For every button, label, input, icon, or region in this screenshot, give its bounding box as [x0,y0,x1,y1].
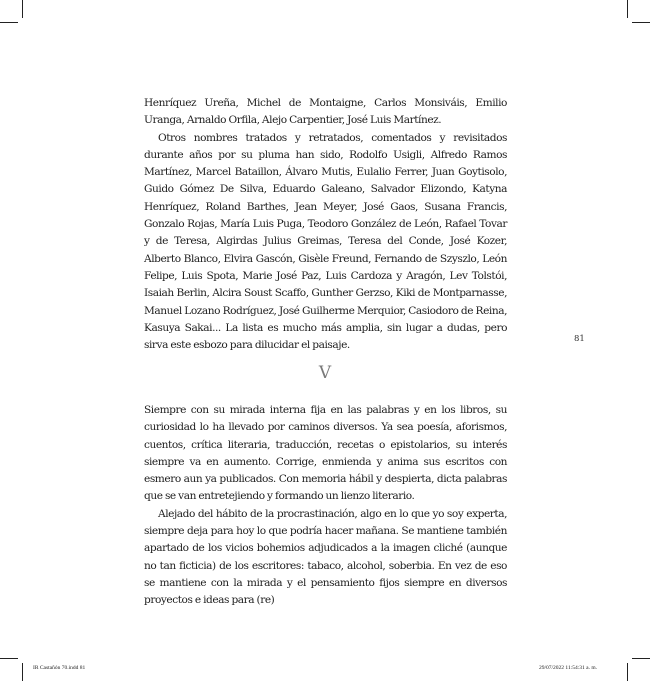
paragraph: Alejado del hábito de la procrastinación, algo en lo que yo soy experta, siempre deja para hoy lo que podría hacer mañana. Se mantiene también apartado de los vicios bohemios adjudicados a la imagen cliché (aunque no tan ficticia) de los escritores: tabaco, alcohol, soberbia. En vez de eso se mantiene con la mirada y el pensamiento fijos siempre en diversos proyectos e ideas para (re) [144,507,507,607]
paragraph: Otros nombres tratados y retratados, comentados y revisitados durante años por su pluma han sido, Rodolfo Usigli, Alfredo Ramos Martínez, Marcel Bataillon, Álvaro Mutis, Eulalio Ferrer, Juan Goytisolo, Guido Gómez De Silva, Eduardo Galeano, Salvador Elizondo, Katyna Henríquez, Roland Barthes, Jean Meyer, José Gaos, Susana Francis, Gonzalo Rojas, María Luis Puga, Teodoro González de León, Rafael Tovar y de Teresa, Algirdas Julius Greimas, Teresa del Conde, José Kozer, Alberto Blanco, Elvira Gascón, Gisèle Freund, Fernando de Szyszlo, León Felipe, Luis Spota, Marie José Paz, Luis Cardoza y Aragón, Lev Tolstói, Isaiah Berlin, Alcira Soust Scaffo, Gunther Gerzso, Kiki de Montparnasse, Manuel Lozano Rodríguez, José Guilherme Merquior, Casiodoro de Reina, Kasuya Sakai... La lista es mucho más amplia, sin lugar a dudas, pero sirva este esbozo para dilucidar el paisaje. [144,131,507,352]
body-text-top [144,95,507,354]
paragraph: Siempre con su mirada interna fija en las palabras y en los libros, su curiosidad lo ha llevado por caminos diversos. Ya sea poesía, aforismos, cuentos, crítica literaria, traducción, recetas o epistolarios, su interés siempre va en aumento. Corrige, enmienda y anima sus escritos con esmero aun ya publicados. Con memoria hábil y despierta, dicta palabras que se van entretejiendo y formando un lienzo literario. [144,404,507,503]
crop-mark [632,658,650,659]
slug-file: IR Castañón 70.indd 81 [33,665,86,671]
section-heading: V [318,363,333,383]
crop-mark [627,0,628,18]
slug-timestamp: 29/07/2022 11:54:31 a. m. [539,665,598,671]
crop-mark [22,0,23,18]
crop-mark [0,22,18,23]
page-number: 81 [574,334,585,344]
paragraph: Henríquez Ureña, Michel de Montaigne, Carlos Monsiváis, Emilio Uranga, Arnaldo Orfila, Alejo Carpentier, José Luis Martínez. [144,97,507,127]
body-text-bottom [144,402,507,610]
crop-mark [0,658,18,659]
crop-mark [22,663,23,681]
crop-mark [627,663,628,681]
crop-mark [632,22,650,23]
